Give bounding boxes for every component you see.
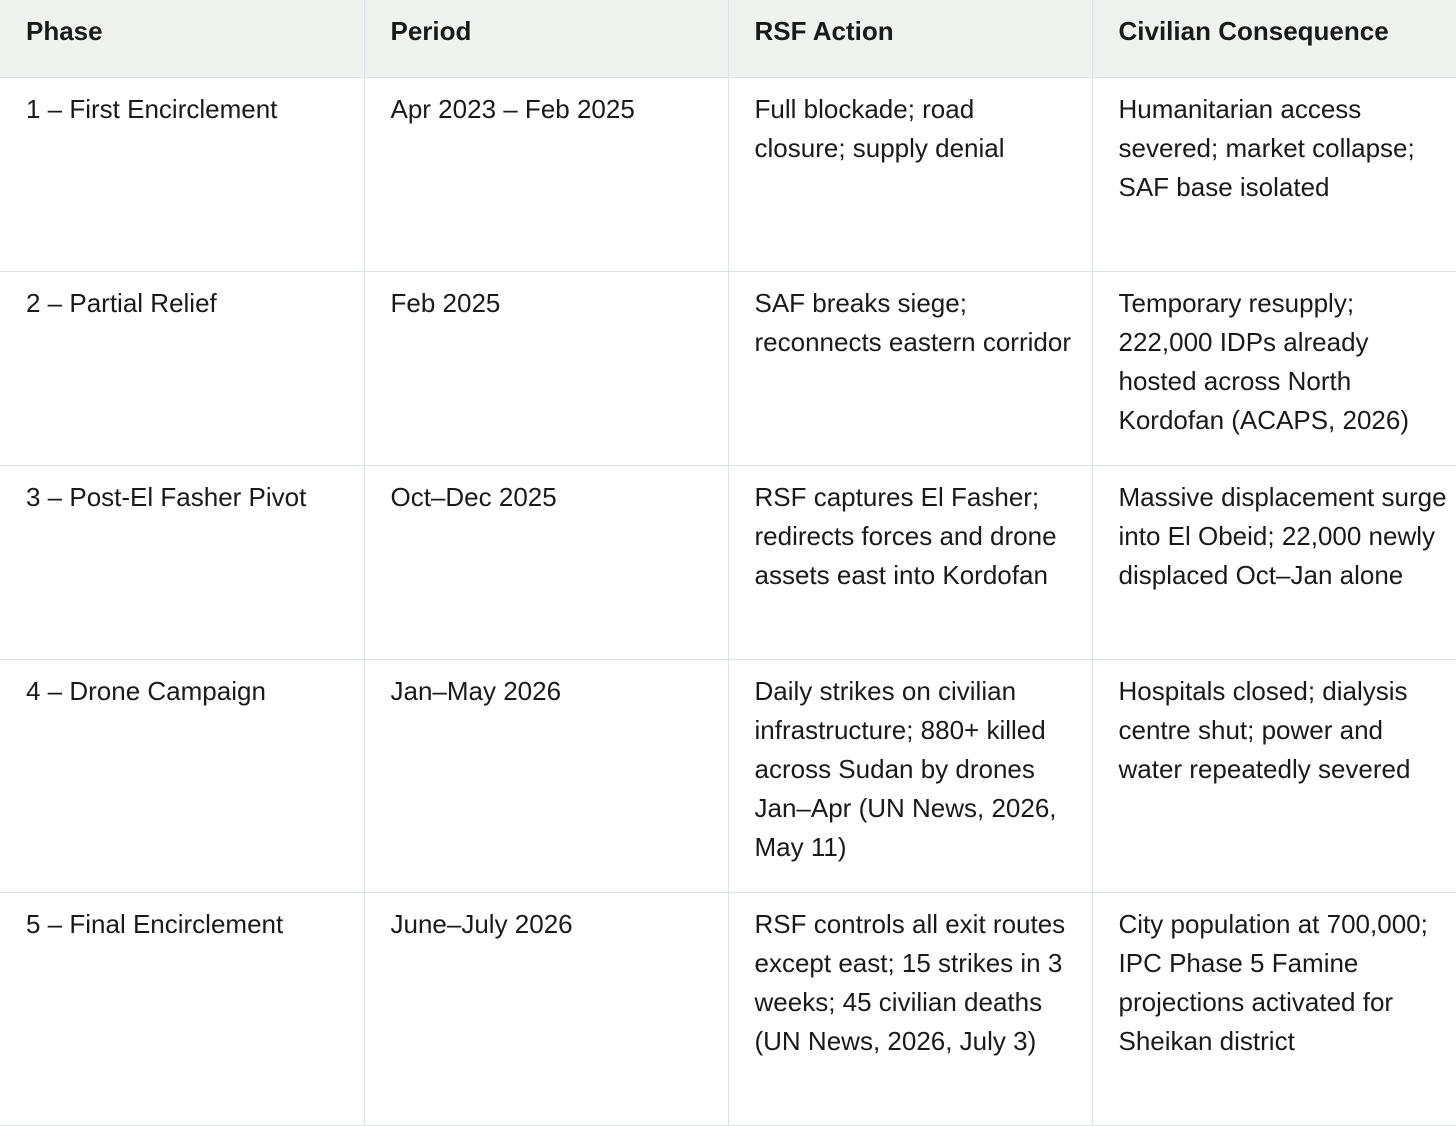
cell-rsf-action: Full blockade; road closure; supply denial <box>728 77 1092 271</box>
cell-period: June–July 2026 <box>364 892 728 1125</box>
table-body <box>0 77 1456 1125</box>
header-rsf-action: RSF Action <box>728 0 1092 77</box>
header-row <box>0 0 1456 77</box>
cell-rsf-action: SAF breaks siege; reconnects eastern corridor <box>728 271 1092 465</box>
cell-civilian-consequence: Humanitarian access severed; market collapse; SAF base isolated <box>1092 77 1456 271</box>
cell-rsf-action: RSF controls all exit routes except east; 15 strikes in 3 weeks; 45 civilian deaths (UN News, 2026, July 3) <box>728 892 1092 1125</box>
table-row <box>0 271 1456 465</box>
table-row <box>0 892 1456 1125</box>
table-row <box>0 465 1456 659</box>
cell-phase: 2 – Partial Relief <box>0 271 364 465</box>
table-row <box>0 77 1456 271</box>
cell-civilian-consequence: Hospitals closed; dialysis centre shut; power and water repeatedly severed <box>1092 659 1456 892</box>
cell-period: Oct–Dec 2025 <box>364 465 728 659</box>
cell-phase: 4 – Drone Campaign <box>0 659 364 892</box>
cell-civilian-consequence: Massive displacement surge into El Obeid; 22,000 newly displaced Oct–Jan alone <box>1092 465 1456 659</box>
cell-civilian-consequence: Temporary resupply; 222,000 IDPs already hosted across North Kordofan (ACAPS, 2026) <box>1092 271 1456 465</box>
header-phase: Phase <box>0 0 364 77</box>
cell-phase: 1 – First Encirclement <box>0 77 364 271</box>
cell-period: Apr 2023 – Feb 2025 <box>364 77 728 271</box>
table-row <box>0 659 1456 892</box>
cell-period: Jan–May 2026 <box>364 659 728 892</box>
table-header <box>0 0 1456 77</box>
cell-rsf-action: RSF captures El Fasher; redirects forces and drone assets east into Kordofan <box>728 465 1092 659</box>
cell-rsf-action: Daily strikes on civilian infrastructure; 880+ killed across Sudan by drones Jan–Apr (UN News, 2026, May 11) <box>728 659 1092 892</box>
cell-civilian-consequence: City population at 700,000; IPC Phase 5 Famine projections activated for Sheikan district <box>1092 892 1456 1125</box>
cell-period: Feb 2025 <box>364 271 728 465</box>
header-period: Period <box>364 0 728 77</box>
cell-phase: 5 – Final Encirclement <box>0 892 364 1125</box>
header-civilian-consequence: Civilian Consequence <box>1092 0 1456 77</box>
cell-phase: 3 – Post-El Fasher Pivot <box>0 465 364 659</box>
